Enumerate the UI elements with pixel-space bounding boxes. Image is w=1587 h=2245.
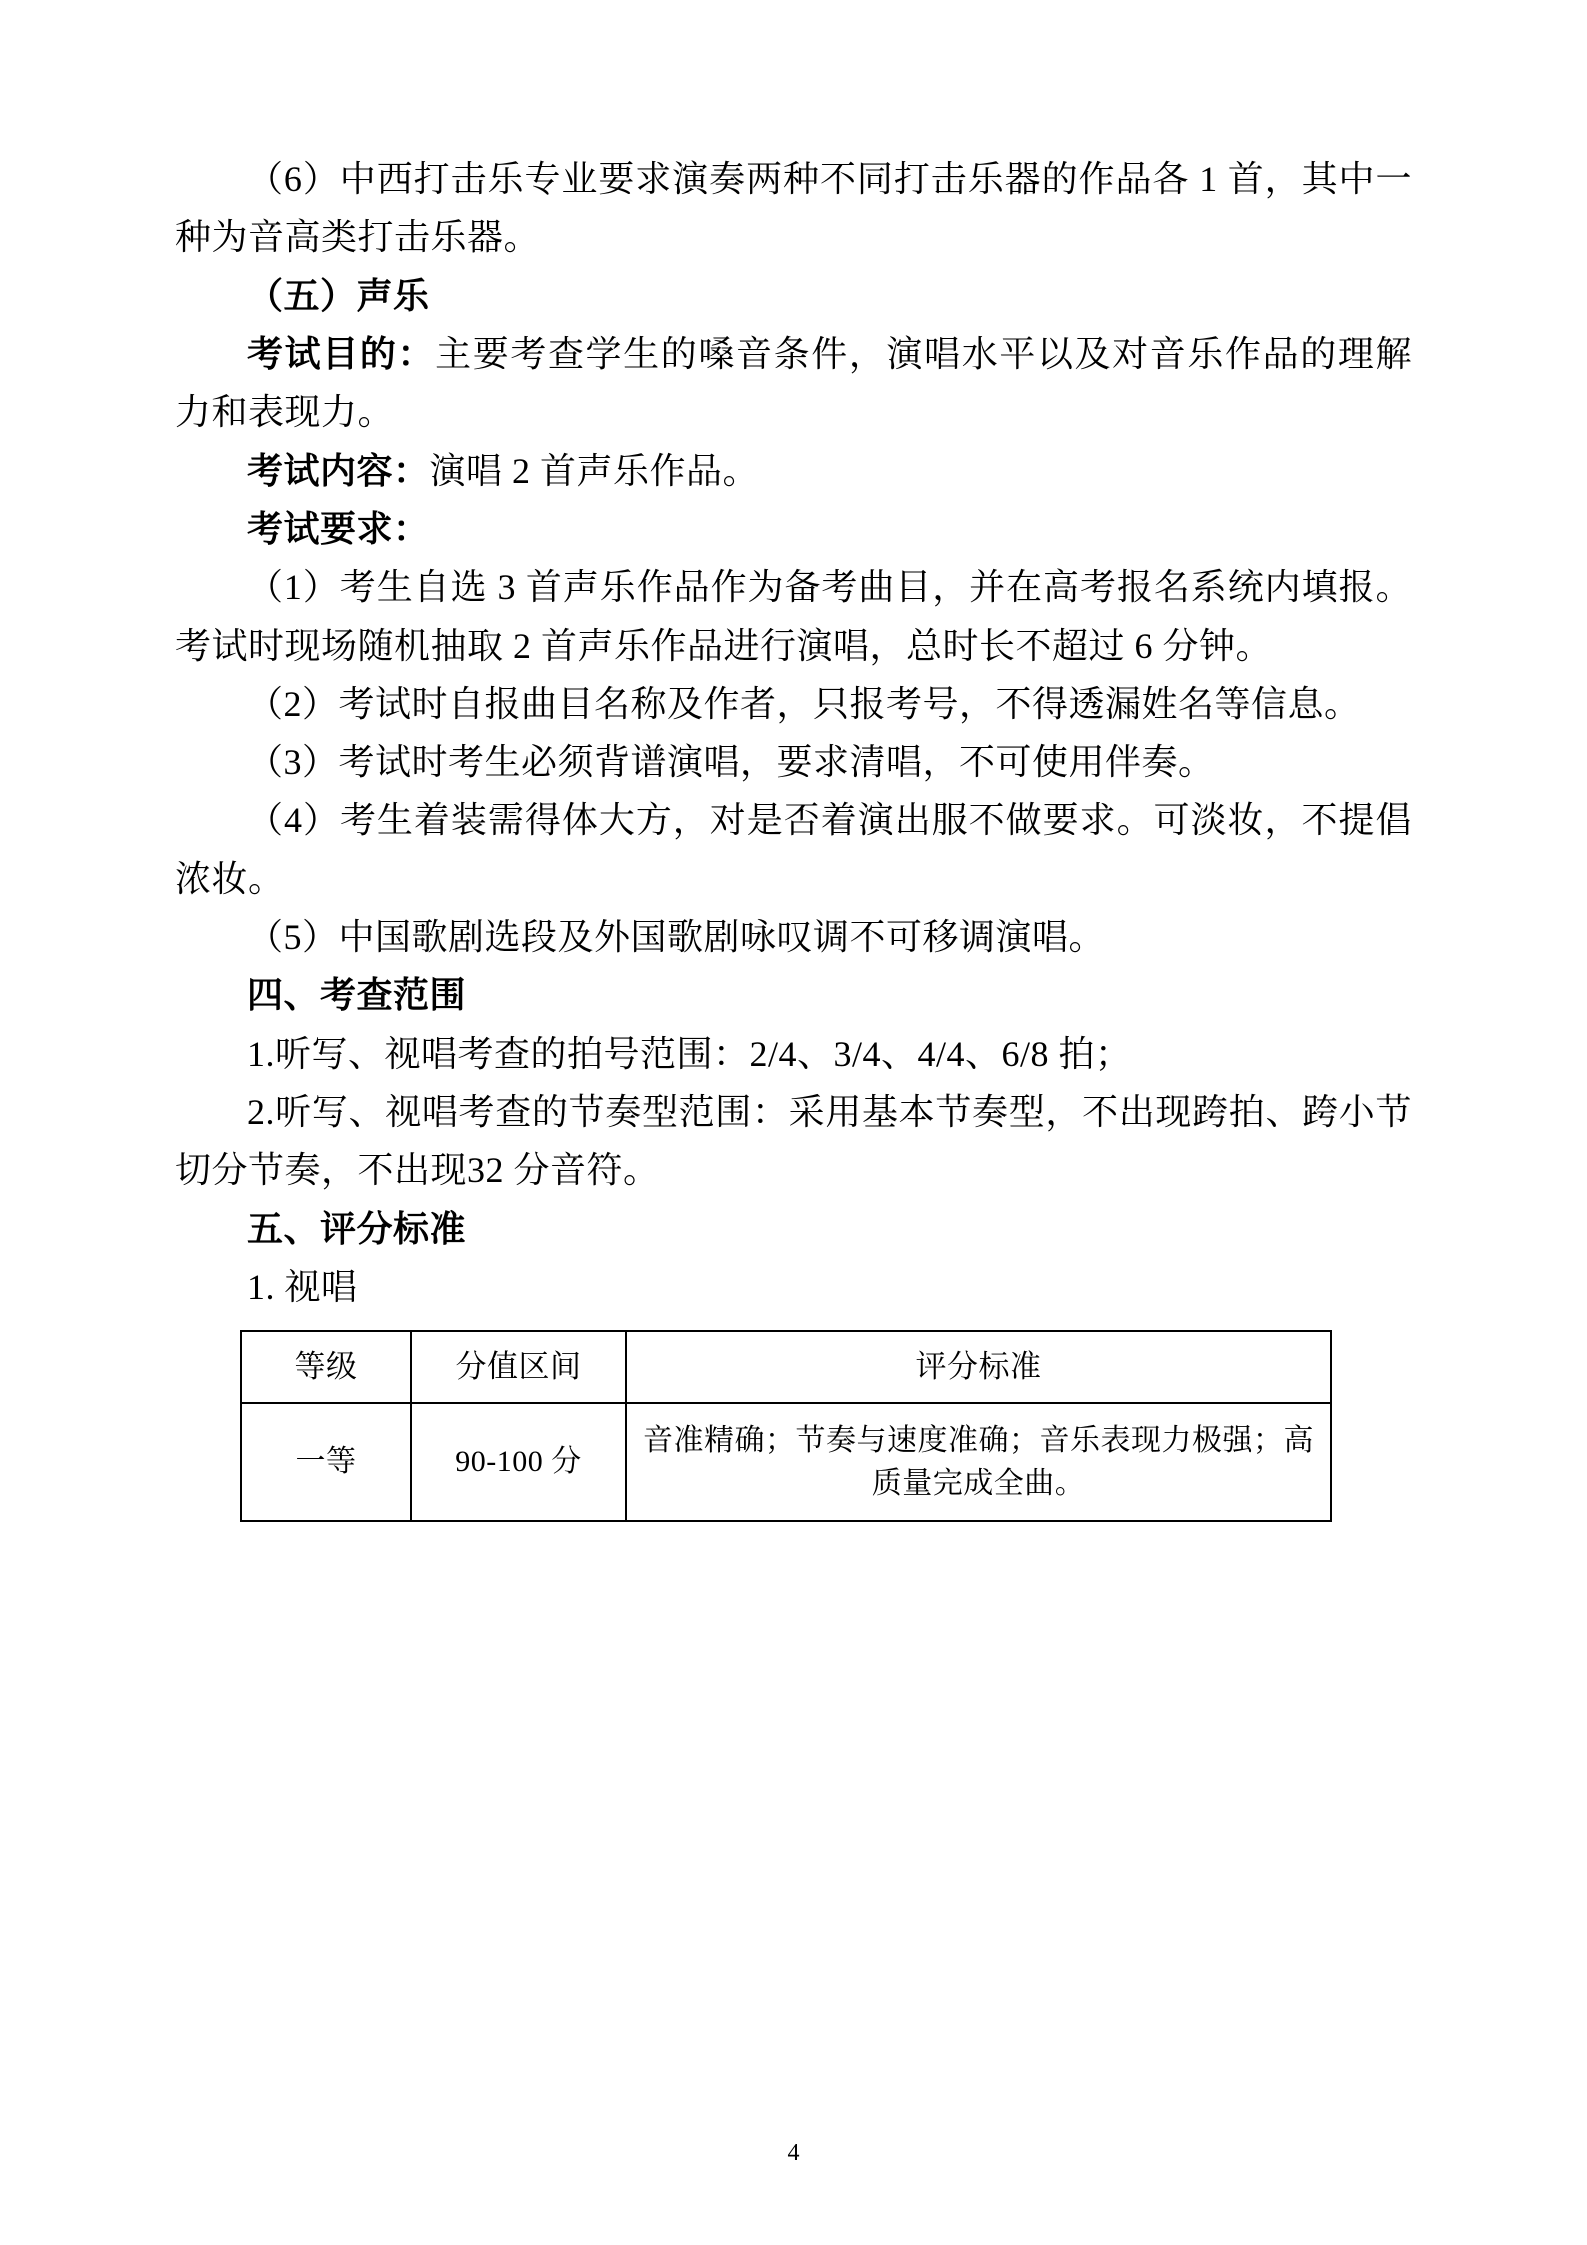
heading-vocal-section: （五）声乐 [247,274,430,317]
paragraph-requirement-4: （4）考生着装需得体大方，对是否着演出服不做要求。可淡妆，不提倡浓妆。 [175,800,1412,899]
text-exam-content: 演唱 2 首声乐作品。 [429,450,760,491]
text-exam-purpose: 主要考查学生的嗓音条件，演唱水平以及对音乐作品的理解力和表现力。 [175,333,1412,433]
table-header-range: 分值区间 [411,1331,626,1403]
heading-exam-requirements: 考试要求： [247,507,430,550]
label-exam-purpose: 考试目的： [247,332,436,375]
label-exam-content: 考试内容： [247,449,430,492]
paragraph-requirement-2: （2）考试时自报曲目名称及作者，只报考号，不得透漏姓名等信息。 [247,683,1361,724]
paragraph-scope-1: 1.听写、视唱考查的拍号范围：2/4、3/4、4/4、6/8 拍； [247,1033,1132,1074]
paragraph-requirement-1: （1）考生自选 3 首声乐作品作为备考曲目，并在高考报名系统内填报。考试时现场随机抽取 2 首声乐作品进行演唱，总时长不超过 6 分钟。 [175,567,1412,666]
paragraph-scope-2: 2.听写、视唱考查的节奏型范围：采用基本节奏型，不出现跨拍、跨小节切分节奏，不出现32 分音符。 [175,1092,1412,1191]
table-header-criteria: 评分标准 [626,1331,1331,1403]
paragraph-requirement-5: （5）中国歌剧选段及外国歌剧咏叹调不可移调演唱。 [247,917,1106,958]
table-header-level: 等级 [241,1331,411,1403]
cell-range: 90-100 分 [411,1403,626,1521]
paragraph-requirement-3: （3）考试时考生必须背谱演唱，要求清唱，不可使用伴奏。 [247,742,1215,783]
table-row [241,1403,1331,1521]
cell-level: 一等 [241,1403,411,1521]
scoring-table [240,1330,1332,1522]
paragraph-6-percussion: （6）中西打击乐专业要求演奏两种不同打击乐器的作品各 1 首，其中一种为音高类打击乐器。 [175,159,1412,258]
heading-sight-singing: 1. 视唱 [247,1266,358,1307]
table-header-row [241,1331,1331,1403]
page-number: 4 [787,2140,800,2166]
paragraph-exam-content [175,442,1412,500]
cell-criteria: 音准精确；节奏与速度准确；音乐表现力极强；高质量完成全曲。 [626,1403,1331,1521]
heading-section-four: 四、考查范围 [247,974,467,1017]
heading-section-five: 五、评分标准 [247,1207,467,1250]
paragraph-exam-purpose [175,325,1412,442]
document-body [175,150,1412,1522]
